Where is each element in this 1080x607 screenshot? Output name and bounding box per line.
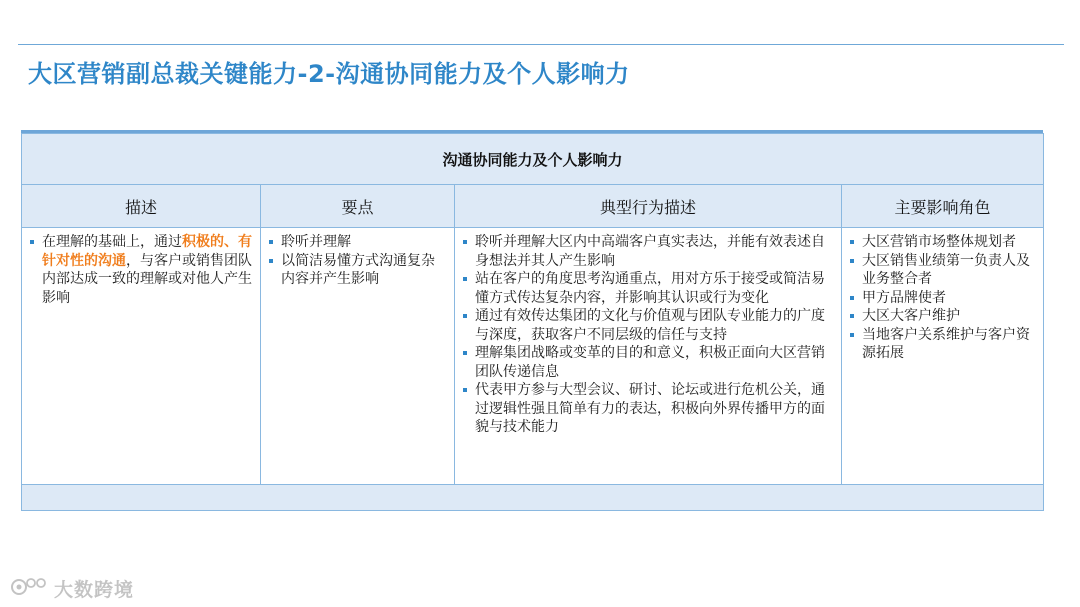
role-item [850,289,1035,308]
dashuju-logo-icon [10,576,50,602]
roles-cell [842,228,1044,485]
description-item [30,233,252,307]
role-item [850,307,1035,326]
bullet-icon [269,259,273,263]
behavior-item [463,307,833,344]
watermark-logo [10,575,134,602]
key-points-list [261,228,454,289]
role-text: 大区营销市场整体规划者 [862,234,1016,250]
description-cell [22,228,261,485]
description-list [22,228,260,307]
key-point-text: 以简洁易懂方式沟通复杂内容并产生影响 [281,252,435,287]
behavior-text: 理解集团战略或变革的目的和意义，积极正面向大区营销团队传递信息 [475,345,825,380]
behavior-item [463,233,833,270]
slide-title: 大区营销副总裁关键能力-2-沟通协同能力及个人影响力 [28,60,630,88]
key-point-item [269,233,446,252]
column-header-roles: 主要影响角色 [842,185,1044,228]
role-text: 大区大客户维护 [862,308,960,324]
column-header-behaviors: 典型行为描述 [455,185,842,228]
key-point-item [269,252,446,289]
description-highlight: 积极的、有针对性的沟通 [42,234,252,269]
behavior-text: 站在客户的角度思考沟通重点，用对方乐于接受或简洁易懂方式传达复杂内容，并影响其认识或行为变化 [475,271,825,306]
logo-text: 大数跨境 [54,579,135,601]
behavior-text: 聆听并理解大区内中高端客户真实表达，并能有效表述自身想法并其人产生影响 [475,234,825,269]
roles-list [842,228,1043,363]
bullet-icon [463,314,467,318]
key-points-cell [261,228,455,485]
bullet-icon [30,240,34,244]
bullet-icon [463,351,467,355]
bullet-icon [850,314,854,318]
description-pre: 在理解的基础上，通过 [42,234,182,250]
role-item [850,252,1035,289]
behavior-text: 代表甲方参与大型会议、研讨、论坛或进行危机公关，通过逻辑性强且简单有力的表达，积极向外界传播甲方的面貌与技术能力 [475,382,825,435]
bullet-icon [850,333,854,337]
role-text: 当地客户关系维护与客户资源拓展 [862,326,1030,361]
bullet-icon [850,259,854,263]
bullet-icon [850,240,854,244]
competency-table-container [21,130,1043,511]
bullet-icon [463,240,467,244]
bullet-icon [269,240,273,244]
role-text: 大区销售业绩第一负责人及业务整合者 [862,252,1030,287]
behavior-item [463,381,833,437]
column-header-key-points: 要点 [261,185,455,228]
behavior-item [463,270,833,307]
behaviors-cell [455,228,842,485]
role-item [850,326,1035,363]
description-post: ，与客户或销售团队内部达成一致的理解或对他人产生影响 [42,252,252,306]
table-span-header: 沟通协同能力及个人影响力 [22,134,1044,185]
table-footer-cell [22,485,1044,511]
key-point-text: 聆听并理解 [281,234,351,250]
behavior-item [463,344,833,381]
role-item [850,233,1035,252]
bullet-icon [463,277,467,281]
competency-table [21,133,1044,511]
top-divider [18,44,1064,45]
column-header-description: 描述 [22,185,261,228]
behavior-text: 通过有效传达集团的文化与价值观与团队专业能力的广度与深度，获取客户不同层级的信任与支持 [475,308,825,343]
bullet-icon [463,388,467,392]
role-text: 甲方品牌使者 [862,289,946,306]
table-footer-row [22,485,1044,511]
bullet-icon [850,296,854,300]
behaviors-list [455,228,841,437]
